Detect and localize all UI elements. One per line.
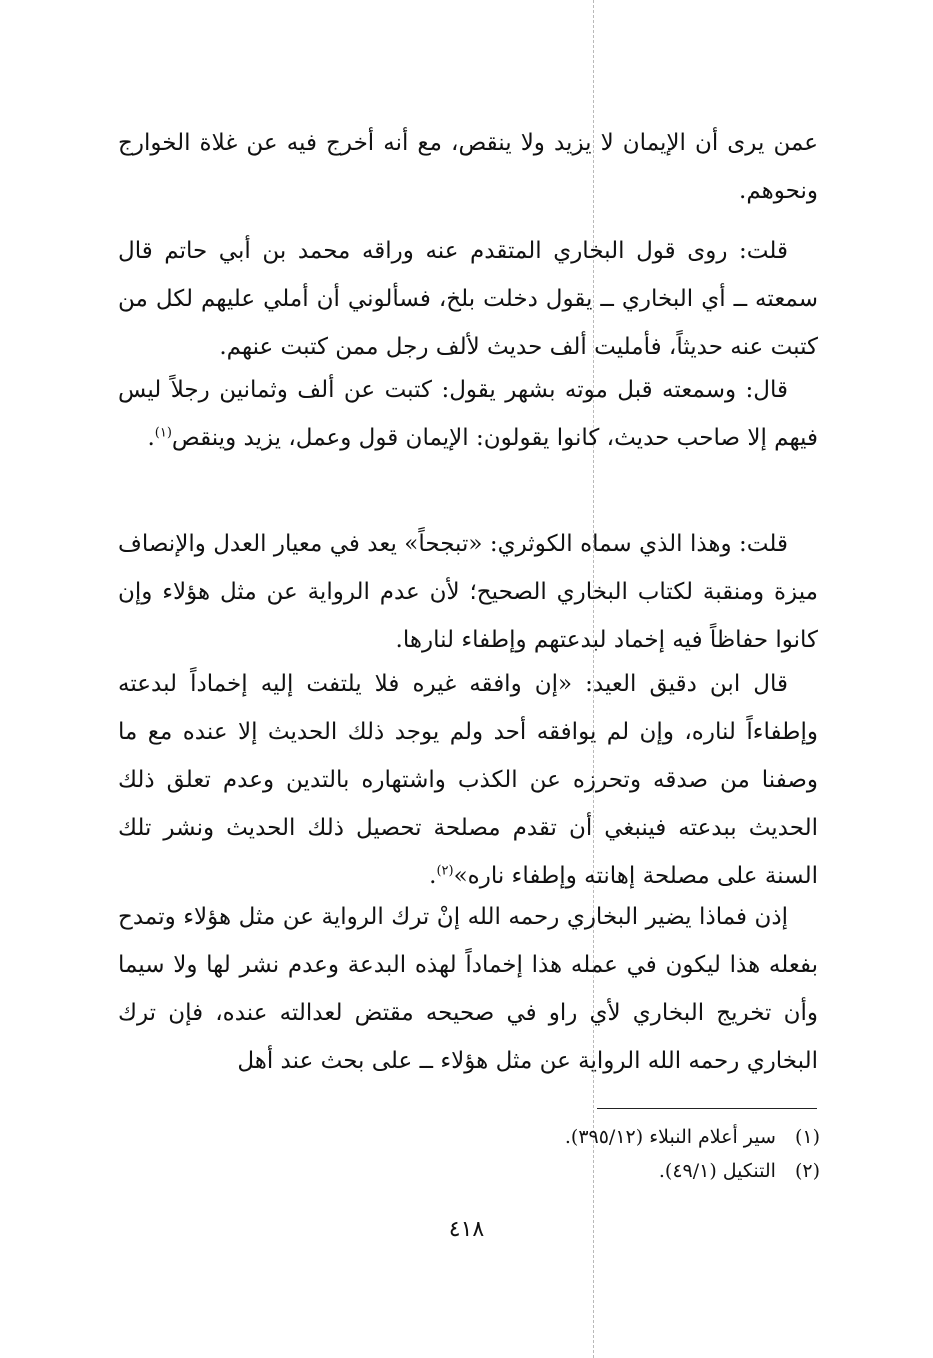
footnote-1-number: (١): [794, 1126, 820, 1148]
paragraph-3: [118, 366, 818, 462]
paragraph-3-period: .: [147, 425, 155, 451]
paragraph-1-text: عمن يرى أن الإيمان لا يزيد ولا ينقص، مع أنه أخرج فيه عن غلاة الخوارج ونحوهم.: [118, 130, 818, 204]
paragraph-6: [118, 893, 818, 1085]
paragraph-3-body: قال: وسمعته قبل موته بشهر يقول: كتبت عن ألف وثمانين رجلاً ليس فيهم إلا صاحب حديث، كانوا يقولون: الإيمان قول وعمل، يزيد وينقص: [118, 377, 818, 451]
paragraph-1: [118, 119, 818, 215]
paragraph-6-text: إذن فماذا يضير البخاري رحمه الله إنْ ترك الرواية عن مثل هؤلاء وتمدح بفعله هذا ليكون في عمله هذا إخماداً لهذه البدعة وعدم نشر لها ولا سيما وأن تخريج البخاري لأي راو في صحيحه مقتض لعدالته عنده، فإن ترك البخاري رحمه الله الرواية عن مثل هؤلاء ــ على بحث عند أهل: [118, 904, 818, 1074]
paragraph-5: [118, 660, 818, 900]
page-number: ٤١٨: [448, 1217, 485, 1242]
paragraph-2: [118, 227, 818, 371]
paragraph-5-body: قال ابن دقيق العيد: «إن وافقه غيره فلا يلتفت إليه إخماداً لبدعته وإطفاءاً لناره، وإن لم يوافقه أحد ولم يوجد ذلك الحديث إلا عنده مع ما وصفنا من صدقه وتحرزه عن الكذب واشتهاره بالتدين وعدم تعلق ذلك الحديث ببدعته فينبغي أن تقدم مصلحة تحصيل ذلك الحديث ونشر تلك السنة على مصلحة إهانته وإطفاء ناره»: [118, 671, 818, 889]
paragraph-4-text: قلت: وهذا الذي سماه الكوثري: «تبجحاً» يعد في معيار العدل والإنصاف ميزة ومنقبة لكتاب البخاري الصحيح؛ لأن عدم الرواية عن مثل هؤلاء وإن كانوا حفاظاً فيه إخماد لبدعتهم وإطفاء لنارها.: [118, 531, 818, 653]
paragraph-2-text: قلت: روى قول البخاري المتقدم عنه وراقه محمد بن أبي حاتم قال سمعته ــ أي البخاري ــ يقول دخلت بلخ، فسألوني أن أملي عليهم لكل من كتبت عنه حديثاً، فأمليت ألف حديث لألف رجل ممن كتبت عنهم.: [118, 238, 818, 360]
footnote-1: [420, 1120, 820, 1154]
paragraph-4: [118, 520, 818, 664]
footnote-2: [420, 1154, 820, 1188]
footnote-2-number: (٢): [794, 1160, 820, 1182]
footnote-separator: [597, 1108, 817, 1109]
footnote-2-text: التنكيل (٤٩/١).: [658, 1160, 776, 1182]
paragraph-5-period: .: [429, 863, 437, 889]
footnote-reference-1[interactable]: (١): [154, 425, 172, 441]
footnote-reference-2[interactable]: (٢): [436, 863, 454, 879]
paragraph-5-text: [118, 660, 818, 900]
footnote-1-text: سير أعلام النبلاء (٣٩٥/١٢).: [564, 1126, 776, 1148]
footnotes: [420, 1120, 820, 1188]
paragraph-3-text: [118, 366, 818, 462]
